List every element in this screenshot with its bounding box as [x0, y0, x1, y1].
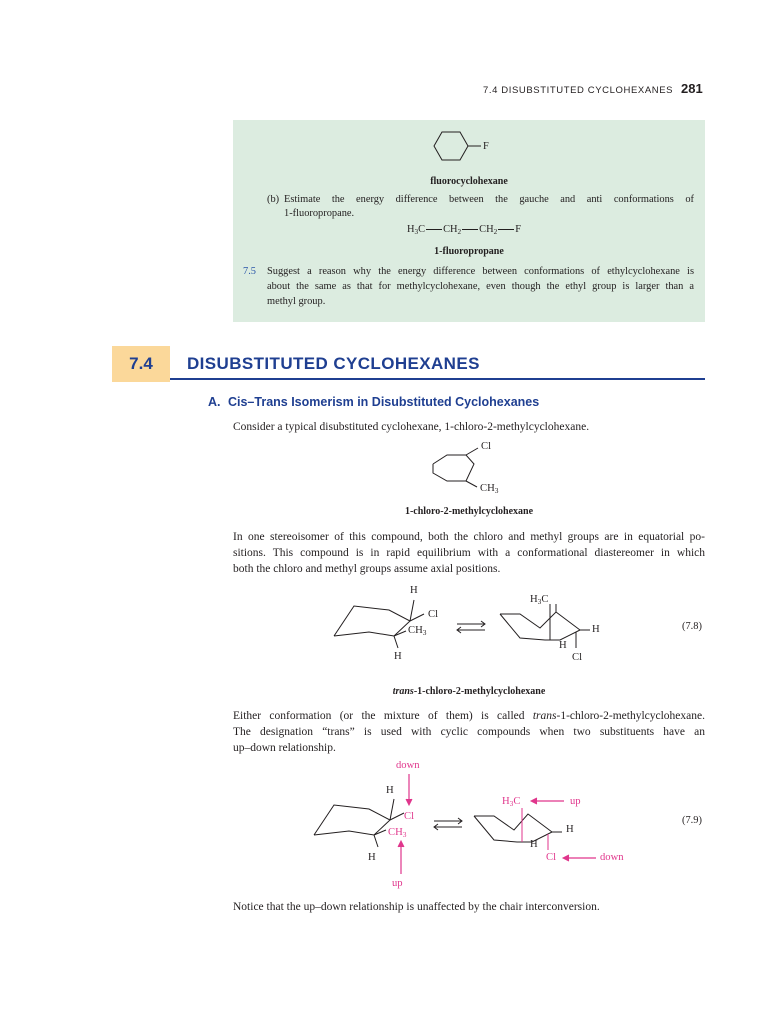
equilibrium-arrows-79	[431, 817, 465, 831]
eq78-right-cl: Cl	[572, 652, 583, 663]
paragraph-3-line1: Either conformation (or the mixture of them) is called trans-1-chloro-2-methylcyclohexane.	[233, 710, 705, 722]
fluoro-label: F	[483, 141, 489, 152]
fluoropropane-caption: 1-fluoropropane	[434, 246, 504, 257]
subsection-letter: A.	[208, 395, 221, 409]
eq79-right-h-bottom: H	[530, 839, 538, 850]
page-number: 281	[681, 81, 703, 96]
eq79-up-arrow-right	[530, 796, 566, 806]
part-b-label: (b)	[267, 194, 280, 205]
eq79-left-h-top: H	[386, 785, 394, 796]
equation-number-7-9: (7.9)	[682, 815, 702, 826]
problem-line1: Suggest a reason why the energy difference between conformations of ethylcyclohexane is	[267, 266, 694, 277]
problem-line3: methyl group.	[267, 296, 326, 307]
eq78-left-h-bottom: H	[394, 651, 402, 662]
fluorocyclohexane-structure	[433, 130, 503, 166]
subsection-heading	[208, 395, 539, 409]
equation-number-7-8: (7.8)	[682, 621, 702, 632]
eq79-left-ch3: $CH_3$	[388, 827, 407, 839]
section-number: 7.4	[129, 354, 153, 373]
fluoropropane-formula: $H_3C$ $CH_2$ $CH_2$ F	[407, 224, 522, 236]
eq79-right-cl: Cl	[546, 852, 557, 863]
eq78-left-h-top: H	[410, 585, 418, 596]
eq79-down-arrow-right	[562, 853, 598, 863]
paragraph-4: Notice that the up–down relationship is unaffected by the chair interconversion.	[233, 901, 600, 913]
eq79-down-label-right: down	[600, 852, 624, 863]
eq79-up-label-right: up	[570, 796, 581, 807]
eq79-left-cl: Cl	[404, 811, 415, 822]
mol1-cl-label: Cl	[481, 441, 492, 452]
paragraph-1: Consider a typical disubstituted cyclohexane, 1-chloro-2-methylcyclohexane.	[233, 421, 590, 433]
eq79-up-arrow	[396, 838, 406, 876]
running-header-title: 7.4 DISUBSTITUTED CYCLOHEXANES	[483, 85, 674, 96]
mol1-caption: 1-chloro-2-methylcyclohexane	[404, 506, 534, 517]
chair-conformer-axial	[498, 604, 598, 654]
subsection-title: Cis–Trans Isomerism in Disubstituted Cyclohexanes	[227, 395, 540, 409]
paragraph-2-line2: sitions. This compound is in rapid equilibrium with a conformational diastereomer in which	[233, 547, 705, 559]
eq78-left-ch3: $CH_3$	[408, 625, 427, 637]
fluorocyclohexane-caption: fluorocyclohexane	[430, 176, 508, 187]
paragraph-2-line1: In one stereoisomer of this compound, both the chloro and methyl groups are in equatorial po-	[233, 531, 705, 543]
paragraph-3-line3: up–down relationship.	[233, 742, 336, 754]
eq79-right-h: H	[566, 824, 574, 835]
eq78-left-cl: Cl	[428, 609, 439, 620]
paragraph-3-line2: The designation “trans” is used with cyclic compounds when two substituents have an	[233, 726, 705, 738]
section-title: DISUBSTITUTED CYCLOHEXANES	[187, 354, 480, 373]
problem-number: 7.5	[243, 266, 256, 277]
chair-conformer-79-right	[472, 808, 572, 858]
trans-caption: trans-1-chloro-2-methylcyclohexane	[392, 686, 546, 697]
equilibrium-arrows-78	[454, 620, 488, 634]
mol1-ch3-label: $CH_3$	[480, 483, 499, 495]
part-b-line2: 1-fluoropropane.	[284, 208, 355, 219]
eq79-right-h3c: $H_3C$	[502, 796, 521, 808]
paragraph-2-line3: both the chloro and methyl groups assume axial positions.	[233, 563, 501, 575]
eq79-left-h-bottom: H	[368, 852, 376, 863]
part-b-line1: Estimate the energy difference between the gauche and anti conformations of	[284, 194, 694, 205]
section-rule	[170, 378, 705, 380]
eq78-right-h-bottom: H	[559, 640, 567, 651]
eq78-right-h: H	[592, 624, 600, 635]
problem-line2: about the same as that for methylcyclohexane, even though the ethyl group is larger than a	[267, 281, 694, 292]
eq79-down-label-top: down	[396, 760, 420, 771]
eq79-up-label-bottom: up	[392, 878, 403, 889]
eq78-right-h3c: $H_3C$	[530, 594, 549, 606]
